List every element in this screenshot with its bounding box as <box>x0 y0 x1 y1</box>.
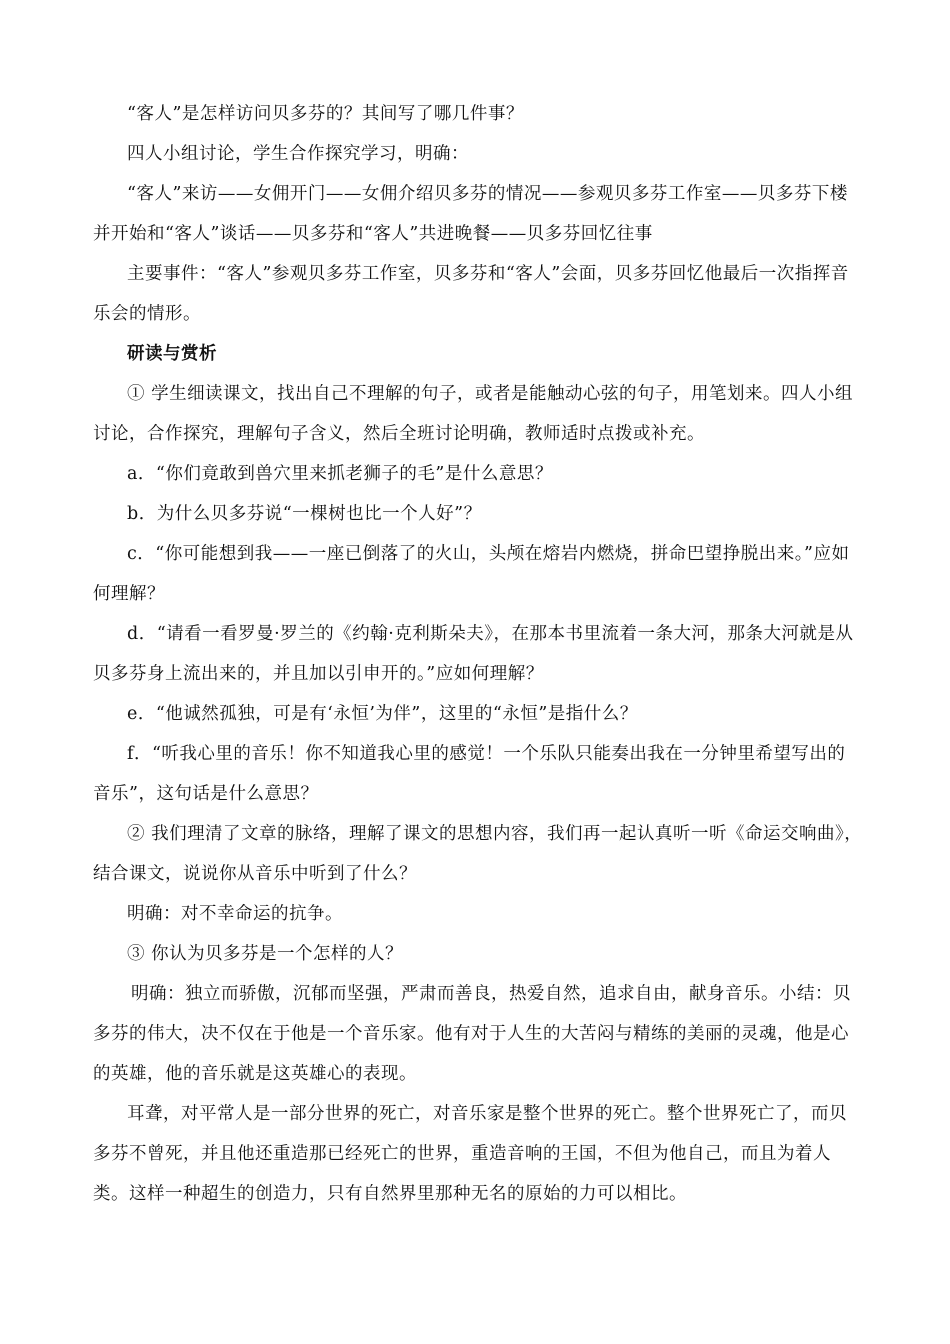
paragraph-step-3: ③ 你认为贝多芬是一个怎样的人？ <box>127 944 404 964</box>
paragraph-answer-3: 明确：独立而骄傲，沉郁而坚强，严肃而善良，热爱自然，追求自由，献身音乐。小结：贝多芬的伟大，决不仅在于他是一个音乐家。他有对于人生的大苦闷与精练的美丽的灵魂，他是心的英雄，他的音乐就是这英雄心的表现。 <box>93 984 851 1084</box>
paragraph-step-1: ① 学生细读课文，找出自己不理解的句子，或者是能触动心弦的句子，用笔划来。四人小组讨论，合作探究，理解句子含义，然后全班讨论明确，教师适时点拨或补充。 <box>93 384 854 444</box>
paragraph-step-2: ② 我们理清了文章的脉络，理解了课文的思想内容，我们再一起认真听一听《命运交响曲》，结合课文，说说你从音乐中听到了什么？ <box>93 824 863 884</box>
paragraph-deafness: 耳聋，对平常人是一部分世界的死亡，对音乐家是整个世界的死亡。整个世界死亡了，而贝多芬不曾死，并且他还重造那已经死亡的世界，重造音响的王国，不但为他自己，而且为着人类。这样一种超生的创造力，只有自然界里那种无名的原始的力可以相比。 <box>93 1104 847 1204</box>
question-f: f．“听我心里的音乐！你不知道我心里的感觉！一个乐队只能奏出我在一分钟里希望写出的音乐”，这句话是什么意思？ <box>93 744 846 804</box>
question-c: c．“你可能想到我——一座已倒落了的火山，头颅在熔岩内燃烧，拼命巴望挣脱出来。”应如何理解？ <box>93 544 850 604</box>
paragraph-main-events: 主要事件：“客人”参观贝多芬工作室，贝多芬和“客人”会面，贝多芬回忆他最后一次指挥音乐会的情形。 <box>93 264 849 324</box>
paragraph-group-discussion: 四人小组讨论，学生合作探究学习，明确： <box>127 144 469 164</box>
paragraph-question-visit: “客人”是怎样访问贝多芬的？其间写了哪几件事？ <box>127 104 524 124</box>
question-a: a．“你们竟敢到兽穴里来抓老狮子的毛”是什么意思？ <box>127 464 553 484</box>
question-b: b．为什么贝多芬说“一棵树也比一个人好”？ <box>127 504 482 524</box>
question-d: d．“请看一看罗曼·罗兰的《约翰·克利斯朵夫》，在那本书里流着一条大河，那条大河就是从贝多芬身上流出来的，并且加以引申开的。”应如何理解？ <box>93 624 854 684</box>
document-body <box>93 94 863 1214</box>
section-heading: 研读与赏析 <box>127 344 217 364</box>
question-e: e．“他诚然孤独，可是有‘永恒’为伴”，这里的“永恒”是指什么？ <box>127 704 638 724</box>
paragraph-event-sequence: “客人”来访——女佣开门——女佣介绍贝多芬的情况——参观贝多芬工作室——贝多芬下楼并开始和“客人”谈话——贝多芬和“客人”共进晚餐——贝多芬回忆往事 <box>93 184 848 244</box>
paragraph-answer-2: 明确：对不幸命运的抗争。 <box>127 904 343 924</box>
